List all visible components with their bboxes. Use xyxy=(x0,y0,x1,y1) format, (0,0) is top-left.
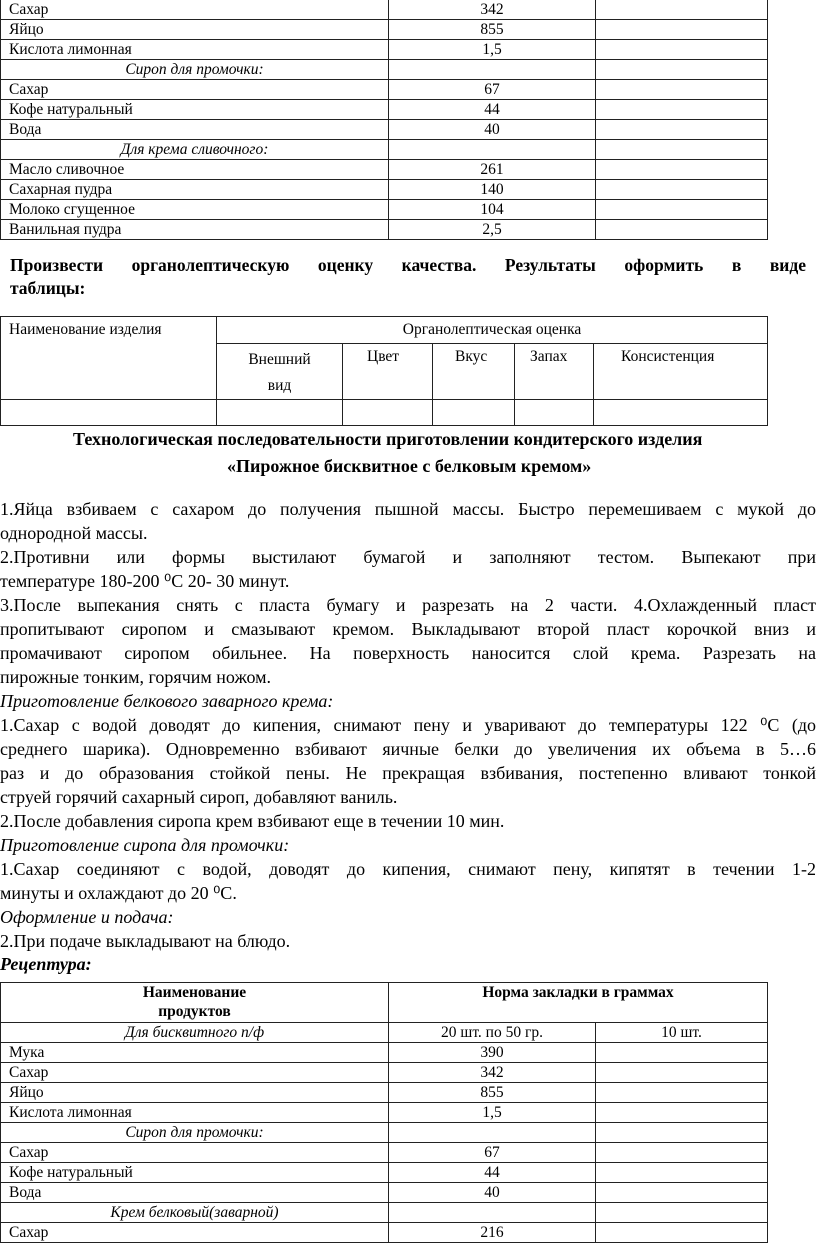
ingredient-name: Сахар xyxy=(1,1223,389,1243)
text-line: струей горячий сахарный сироп, добавляют ваниль. xyxy=(0,787,398,807)
text-line: среднего шарика). Одновременно взбивают яичные белки до увеличения их объема в 5…6 xyxy=(0,739,816,759)
text-line: однородной массы. xyxy=(0,523,148,543)
column-taste: Вкус xyxy=(433,344,515,400)
quantity-cell: 1,5 xyxy=(389,40,596,60)
ingredient-name: Сахар xyxy=(1,0,389,20)
section-row xyxy=(1,140,768,160)
text-line: температуре 180-200 ⁰С 20- 30 минут. xyxy=(0,571,290,591)
table-row xyxy=(1,120,768,140)
section-title xyxy=(0,426,816,480)
task-line-1: Произвести органолептическую оценку качества. Результаты оформить в виде xyxy=(10,255,806,275)
quantity-10-cell xyxy=(596,1103,768,1123)
section-row xyxy=(1,1123,768,1143)
table-row xyxy=(1,20,768,40)
quantity-10-cell xyxy=(596,0,768,20)
table-row xyxy=(1,1183,768,1203)
quantity-cell: 1,5 xyxy=(389,1103,596,1123)
subheading: Оформление и подача: xyxy=(0,907,174,927)
product-name-header: Наименование изделия xyxy=(1,317,217,400)
quantity-cell: 216 xyxy=(389,1223,596,1243)
empty-cell xyxy=(433,400,515,426)
section-row xyxy=(1,60,768,80)
ingredient-name: Молоко сгущенное xyxy=(1,200,389,220)
quantity-cell xyxy=(389,1203,596,1223)
header-norm: Норма закладки в граммах xyxy=(389,983,768,1023)
text-line: пропитывают сиропом и смазывают кремом. Выкладывают второй пласт корочкой вниз и xyxy=(0,619,816,639)
ingredient-name: Сахар xyxy=(1,1143,389,1163)
quantity-cell: 2,5 xyxy=(389,220,596,240)
recipe-label: Рецептура: xyxy=(0,954,92,974)
quantity-10-cell xyxy=(596,220,768,240)
quantity-10-cell xyxy=(596,80,768,100)
quantity-cell xyxy=(389,60,596,80)
column-consistency: Консистенция xyxy=(594,344,768,400)
quantity-10-cell xyxy=(596,1083,768,1103)
ingredient-name: Вода xyxy=(1,120,389,140)
table-row xyxy=(1,1063,768,1083)
text-line: 1.Сахар с водой доводят до кипения, снимают пену и уваривают до температуры 122 ⁰С (до xyxy=(0,715,816,735)
empty-cell xyxy=(217,400,343,426)
quantity-10-cell xyxy=(596,120,768,140)
empty-cell xyxy=(515,400,594,426)
table-row xyxy=(1,160,768,180)
table-row xyxy=(1,1043,768,1063)
quantity-10-cell xyxy=(596,1223,768,1243)
quantity-cell xyxy=(389,140,596,160)
quantity-cell: 67 xyxy=(389,80,596,100)
quantity-10-cell xyxy=(596,140,768,160)
ingredient-name: Сахарная пудра xyxy=(1,180,389,200)
column-color: Цвет xyxy=(343,344,433,400)
table-row xyxy=(1,1083,768,1103)
column-smell: Запах xyxy=(515,344,594,400)
text-line: 2.После добавления сиропа крем взбивают еще в течении 10 мин. xyxy=(0,811,505,831)
text-line: 2.Противни или формы выстилают бумагой и заполняют тестом. Выпекают при xyxy=(0,547,816,567)
quantity-10-cell xyxy=(596,20,768,40)
ingredient-name: Кислота лимонная xyxy=(1,40,389,60)
text-line: 3.После выпекания снять с пласта бумагу и разрезать на 2 части. 4.Охлажденный пласт xyxy=(0,595,816,615)
quantity-10-cell xyxy=(596,1063,768,1083)
section-label: Сироп для промочки: xyxy=(1,60,389,80)
quantity-10-cell xyxy=(596,1143,768,1163)
quantity-cell: 44 xyxy=(389,1163,596,1183)
ingredient-name: Мука xyxy=(1,1043,389,1063)
quantity-cell: 855 xyxy=(389,1083,596,1103)
table-row xyxy=(1,200,768,220)
header-product-name: Наименование продуктов xyxy=(1,983,389,1023)
quantity-cell: 40 xyxy=(389,1183,596,1203)
ingredient-name: Вода xyxy=(1,1183,389,1203)
table-row xyxy=(1,1103,768,1123)
quantity-cell: 67 xyxy=(389,1143,596,1163)
quantity-cell: 104 xyxy=(389,200,596,220)
quantity-cell xyxy=(389,1123,596,1143)
text-line: промачивают сиропом обильнее. На поверхность наносится слой крема. Разрезать на xyxy=(0,643,816,663)
table-row xyxy=(1,100,768,120)
ingredient-name: Масло сливочное xyxy=(1,160,389,180)
table-row xyxy=(1,180,768,200)
quantity-cell: 140 xyxy=(389,180,596,200)
ingredient-name: Ванильная пудра xyxy=(1,220,389,240)
ingredient-name: Сахар xyxy=(1,80,389,100)
quantity-cell: 44 xyxy=(389,100,596,120)
ingredient-name: Яйцо xyxy=(1,1083,389,1103)
quantity-10-cell xyxy=(596,1203,768,1223)
quantity-10-cell xyxy=(596,100,768,120)
text-line: 1.Сахар соединяют с водой, доводят до кипения, снимают пену, кипятят в течении 1-2 xyxy=(0,859,816,879)
table-row xyxy=(1,220,768,240)
quantity-cell: 342 xyxy=(389,0,596,20)
section-label: Для бисквитного п/ф xyxy=(1,1023,389,1043)
table-row xyxy=(1,0,768,20)
text-line: минуты и охлаждают до 20 ⁰С. xyxy=(0,883,237,903)
recipe-table xyxy=(0,982,768,1243)
quantity-cell: 20 шт. по 50 гр. xyxy=(389,1023,596,1043)
empty-cell xyxy=(1,400,217,426)
quantity-10-cell xyxy=(596,1123,768,1143)
table-row xyxy=(1,1223,768,1243)
empty-cell xyxy=(343,400,433,426)
quantity-10-cell xyxy=(596,40,768,60)
table-row xyxy=(1,40,768,60)
quantity-cell: 261 xyxy=(389,160,596,180)
quantity-10-cell xyxy=(596,1163,768,1183)
title-line-2: «Пирожное бисквитное с белковым кремом» xyxy=(227,456,592,476)
section-row xyxy=(1,1023,768,1043)
quantity-10-cell xyxy=(596,180,768,200)
quantity-cell: 855 xyxy=(389,20,596,40)
quantity-cell: 40 xyxy=(389,120,596,140)
table-row xyxy=(1,1143,768,1163)
table-row xyxy=(1,80,768,100)
organoleptic-table xyxy=(0,316,768,426)
title-line-1: Технологическая последовательности приготовлении кондитерского изделия xyxy=(73,429,703,449)
quantity-cell: 390 xyxy=(389,1043,596,1063)
ingredient-name: Кислота лимонная xyxy=(1,1103,389,1123)
process-description xyxy=(0,497,816,953)
ingredient-name: Сахар xyxy=(1,1063,389,1083)
empty-cell xyxy=(594,400,768,426)
section-row xyxy=(1,1203,768,1223)
quantity-10-cell xyxy=(596,60,768,80)
ingredient-name: Кофе натуральный xyxy=(1,100,389,120)
quantity-10-cell xyxy=(596,1043,768,1063)
column-appearance: Внешний вид xyxy=(217,344,343,400)
ingredient-name: Яйцо xyxy=(1,20,389,40)
quantity-10-cell xyxy=(596,160,768,180)
quantity-10-cell: 10 шт. xyxy=(596,1023,768,1043)
text-line: 2.При подаче выкладывают на блюдо. xyxy=(0,931,291,951)
ingredients-table-continued xyxy=(0,0,768,240)
section-label: Сироп для промочки: xyxy=(1,1123,389,1143)
text-line: раз и до образования стойкой пены. Не прекращая взбивания, постепенно вливают тонкой xyxy=(0,763,816,783)
section-label: Крем белковый(заварной) xyxy=(1,1203,389,1223)
text-line: пирожные тонким, горячим ножом. xyxy=(0,667,272,687)
quantity-10-cell xyxy=(596,200,768,220)
subheading: Приготовление сиропа для промочки: xyxy=(0,835,290,855)
task-instruction xyxy=(10,254,806,300)
ingredient-name: Кофе натуральный xyxy=(1,1163,389,1183)
table-row xyxy=(1,1163,768,1183)
organoleptic-header: Органолептическая оценка xyxy=(217,317,768,344)
text-line: 1.Яйца взбиваем с сахаром до получения пышной массы. Быстро перемешиваем с мукой до xyxy=(0,499,816,519)
task-line-2: таблицы: xyxy=(10,278,86,298)
section-label: Для крема сливочного: xyxy=(1,140,389,160)
quantity-10-cell xyxy=(596,1183,768,1203)
quantity-cell: 342 xyxy=(389,1063,596,1083)
subheading: Приготовление белкового заварного крема: xyxy=(0,691,334,711)
